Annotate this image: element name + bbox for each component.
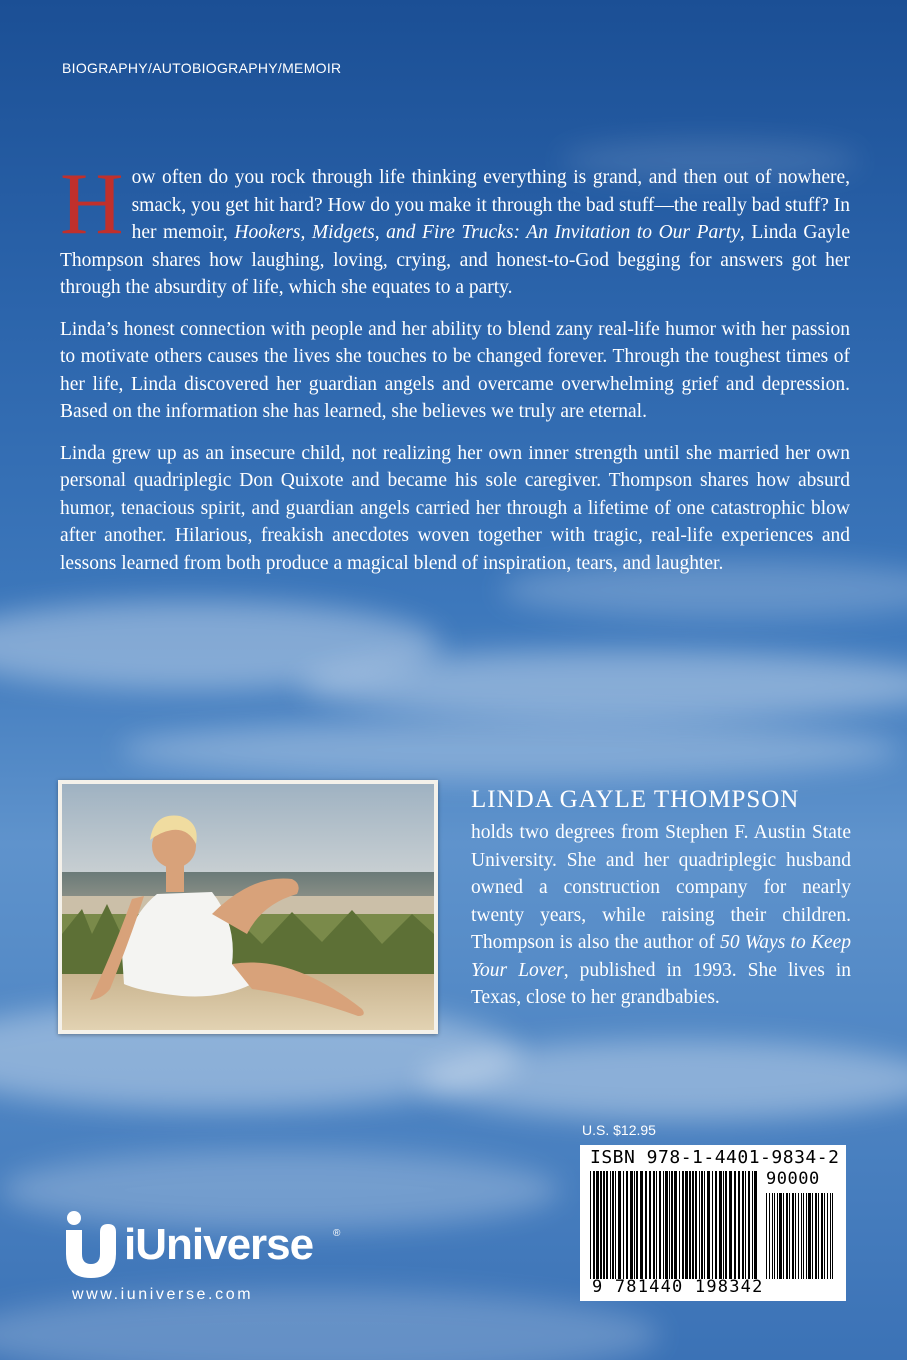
barcode-bar [745, 1171, 746, 1279]
publisher-website: www.iuniverse.com [72, 1286, 254, 1303]
barcode-bar [618, 1171, 621, 1279]
barcode-bar [623, 1171, 624, 1279]
barcode-bar [723, 1171, 724, 1279]
barcode-bar [671, 1171, 673, 1279]
barcode-bar [630, 1171, 633, 1279]
barcode-bar [659, 1171, 661, 1279]
previous-book-title: 50 Ways to Keep Your Lover [471, 932, 852, 981]
back-cover-blurb [60, 156, 851, 591]
barcode-bar [789, 1193, 790, 1279]
barcode-bar [699, 1171, 700, 1279]
barcode-bar [774, 1193, 775, 1279]
barcode-bar [712, 1171, 713, 1279]
iuniverse-logo-icon [60, 1210, 122, 1282]
barcode-bar [795, 1193, 796, 1279]
barcode-bar [815, 1193, 817, 1279]
barcode-bar [803, 1193, 804, 1279]
barcode-bar [806, 1193, 807, 1279]
blurb-paragraph-2: Linda’s honest connection with people and her ability to blend zany real-life humor with her passion to motivate others causes the lives she touches to be changed forever. Through the toughest times of her life, Linda discovered her guardian angels and overcame overwhelming grief and depression. Based on the information she has learned, she believes we truly are eternal. [60, 318, 850, 422]
barcode-bar [674, 1171, 677, 1279]
barcode-bar [754, 1171, 757, 1279]
ean-digits: 9 781440 198342 [592, 1277, 764, 1297]
barcode-bar [610, 1171, 611, 1279]
barcode-bar [824, 1193, 825, 1279]
barcode-bar [692, 1171, 694, 1279]
barcode-bar [636, 1171, 638, 1279]
barcode-bar [769, 1193, 770, 1279]
author-bio-text-b: , published in 1993. She lives in Texas, close to her grandbabies. [471, 959, 852, 1008]
barcode-bar [606, 1171, 608, 1279]
barcode-bar [748, 1171, 750, 1279]
blurb-p1-text-b: , Linda Gayle Thompson shares how laughing, loving, crying, and honest-to-God begging for answers got her through the absurdity of life, which she equates to a party. [60, 222, 850, 298]
barcode-bar [665, 1171, 668, 1279]
barcode-bar [777, 1193, 778, 1279]
barcode-bar [827, 1193, 828, 1279]
barcode-bar [725, 1171, 727, 1279]
barcode-bar [752, 1171, 753, 1279]
barcode-bar [812, 1193, 813, 1279]
barcode-bar [742, 1171, 744, 1279]
barcode-bar [596, 1171, 599, 1279]
barcode-bar [663, 1171, 664, 1279]
barcode-bar [682, 1171, 684, 1279]
barcode-bar [707, 1171, 710, 1279]
barcode-bar [792, 1193, 794, 1279]
barcode-bar [626, 1171, 628, 1279]
addon-number: 90000 [766, 1169, 820, 1189]
barcode-bar [695, 1171, 697, 1279]
book-title: Hookers, Midgets, and Fire Trucks: An Invitation to Our Party [234, 222, 740, 243]
price-label: U.S. $12.95 [582, 1122, 656, 1138]
barcode-bar [653, 1171, 655, 1279]
barcode-bar [734, 1171, 736, 1279]
barcode-bar [801, 1193, 802, 1279]
author-photo [62, 784, 434, 1030]
genre-label: BIOGRAPHY/AUTOBIOGRAPHY/MEMOIR [62, 60, 342, 76]
barcode-bar [612, 1171, 614, 1279]
barcode-bar [798, 1193, 799, 1279]
author-name: LINDA GAYLE THOMPSON [471, 786, 800, 813]
barcode-bar [600, 1171, 602, 1279]
barcode-bar [783, 1193, 784, 1279]
barcode-bar [669, 1171, 670, 1279]
barcode-bar [656, 1171, 657, 1279]
barcode-bar [590, 1171, 591, 1279]
barcode-bar [685, 1171, 688, 1279]
barcode-bar [808, 1193, 811, 1279]
barcode-bar [615, 1171, 616, 1279]
barcode-bar [818, 1193, 819, 1279]
blurb-paragraph-3: Linda grew up as an insecure child, not realizing her own inner strength until she married her own personal quadriplegic Don Quixote and became his sole caregiver. Thompson shares how absurd humor, tenacious spirit, and guardian angels carried her through a lifetime of one catastrophic blow after another. Hilarious, freakish anecdotes woven together with tragic, real-life experiences and lessons learned from both produce a magical blend of inspiration, tears, and laughter. [60, 442, 850, 574]
barcode-bar [738, 1171, 740, 1279]
author-photo-frame [58, 780, 438, 1034]
drop-cap: H [60, 156, 124, 253]
barcode-bar [679, 1171, 680, 1279]
barcode-bar [786, 1193, 788, 1279]
barcode-bar [729, 1171, 732, 1279]
barcode-bar [649, 1171, 651, 1279]
barcode-bar [689, 1171, 691, 1279]
barcode-bar [821, 1193, 823, 1279]
barcode-bar [766, 1193, 767, 1279]
barcode-bar [634, 1171, 635, 1279]
barcode-bar [645, 1171, 647, 1279]
barcode-bar [832, 1193, 833, 1279]
registered-mark: ® [333, 1228, 341, 1239]
addon-barcode-bars [766, 1193, 836, 1279]
author-bio [471, 819, 851, 1012]
blurb-paragraph-1 [60, 156, 851, 302]
ean-barcode-bars [590, 1171, 758, 1279]
barcode-bar [779, 1193, 782, 1279]
barcode-bar [772, 1193, 773, 1279]
barcode-bar [719, 1171, 722, 1279]
barcode-bar [704, 1171, 705, 1279]
publisher-logo-text: iUniverse [124, 1220, 314, 1269]
isbn-number: ISBN 978-1-4401-9834-2 [590, 1147, 840, 1168]
barcode-bar [715, 1171, 717, 1279]
barcode-bar [593, 1171, 595, 1279]
barcode-bar [640, 1171, 643, 1279]
barcode-bar [701, 1171, 703, 1279]
isbn-barcode [580, 1145, 846, 1301]
author-bio-text-a: holds two degrees from Stephen F. Austin State University. She and her quadriplegic husband owned a construction company for nearly twenty years, while raising their children. Thompson is also the author of [471, 822, 851, 953]
barcode-bar [603, 1171, 605, 1279]
blurb-p1-text-a: ow often do you rock through life thinking everything is grand, and then out of nowhere, smack, you get hit hard? How do you make it through the bad stuff—the really bad stuff? In her memoir, [131, 167, 851, 243]
barcode-bar [830, 1193, 831, 1279]
